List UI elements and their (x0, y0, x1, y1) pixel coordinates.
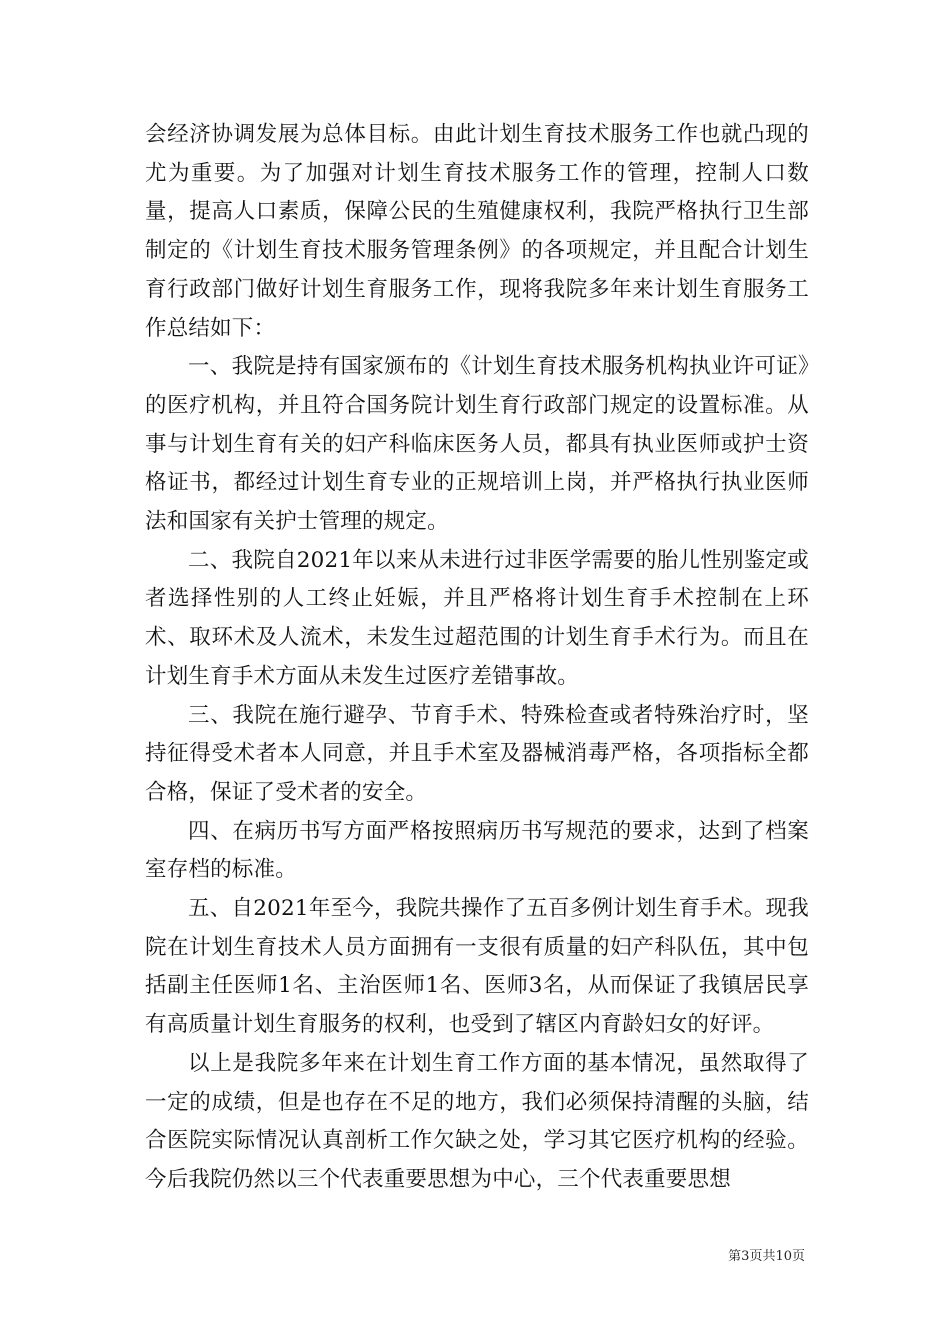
paragraph-conclusion: 以上是我院多年来在计划生育工作方面的基本情况，虽然取得了一定的成绩，但是也存在不足的地方，我们必须保持清醒的头脑，结合医院实际情况认真剖析工作欠缺之处，学习其它医疗机构的经验。今后我院仍然以三个代表重要思想为中心，三个代表重要思想 (145, 1050, 809, 1192)
paragraph-item-1: 一、我院是持有国家颁布的《计划生育技术服务机构执业许可证》的医疗机构，并且符合国务院计划生育行政部门规定的设置标准。从事与计划生育有关的妇产科临床医务人员，都具有执业医师或护士资格证书，都经过计划生育专业的正规培训上岗，并严格执行执业医师法和国家有关护士管理的规定。 (145, 354, 809, 535)
paragraph-item-3: 三、我院在施行避孕、节育手术、特殊检查或者特殊治疗时，坚持征得受术者本人同意，并且手术室及器械消毒严格，各项指标全都合格，保证了受术者的安全。 (145, 702, 809, 805)
paragraph-item-2: 二、我院自2021年以来从未进行过非医学需要的胎儿性别鉴定或者选择性别的人工终止妊娠，并且严格将计划生育手术控制在上环术、取环术及人流术，未发生过超范围的计划生育手术行为。而且在计划生育手术方面从未发生过医疗差错事故。 (145, 547, 809, 689)
paragraph-item-5: 五、自2021年至今，我院共操作了五百多例计划生育手术。现我院在计划生育技术人员方面拥有一支很有质量的妇产科队伍，其中包括副主任医师1名、主治医师1名、医师3名，从而保证了我镇居民享有高质量计划生育服务的权利，也受到了辖区内育龄妇女的好评。 (145, 896, 809, 1038)
document-body (145, 116, 809, 1200)
paragraph-item-4: 四、在病历书写方面严格按照病历书写规范的要求，达到了档案室存档的标准。 (145, 818, 809, 883)
paragraph-intro: 会经济协调发展为总体目标。由此计划生育技术服务工作也就凸现的尤为重要。为了加强对计划生育技术服务工作的管理，控制人口数量，提高人口素质，保障公民的生殖健康权利，我院严格执行卫生部制定的《计划生育技术服务管理条例》的各项规定，并且配合计划生育行政部门做好计划生育服务工作，现将我院多年来计划生育服务工作总结如下： (145, 122, 809, 341)
page-number: 第3页共10页 (728, 1249, 805, 1264)
